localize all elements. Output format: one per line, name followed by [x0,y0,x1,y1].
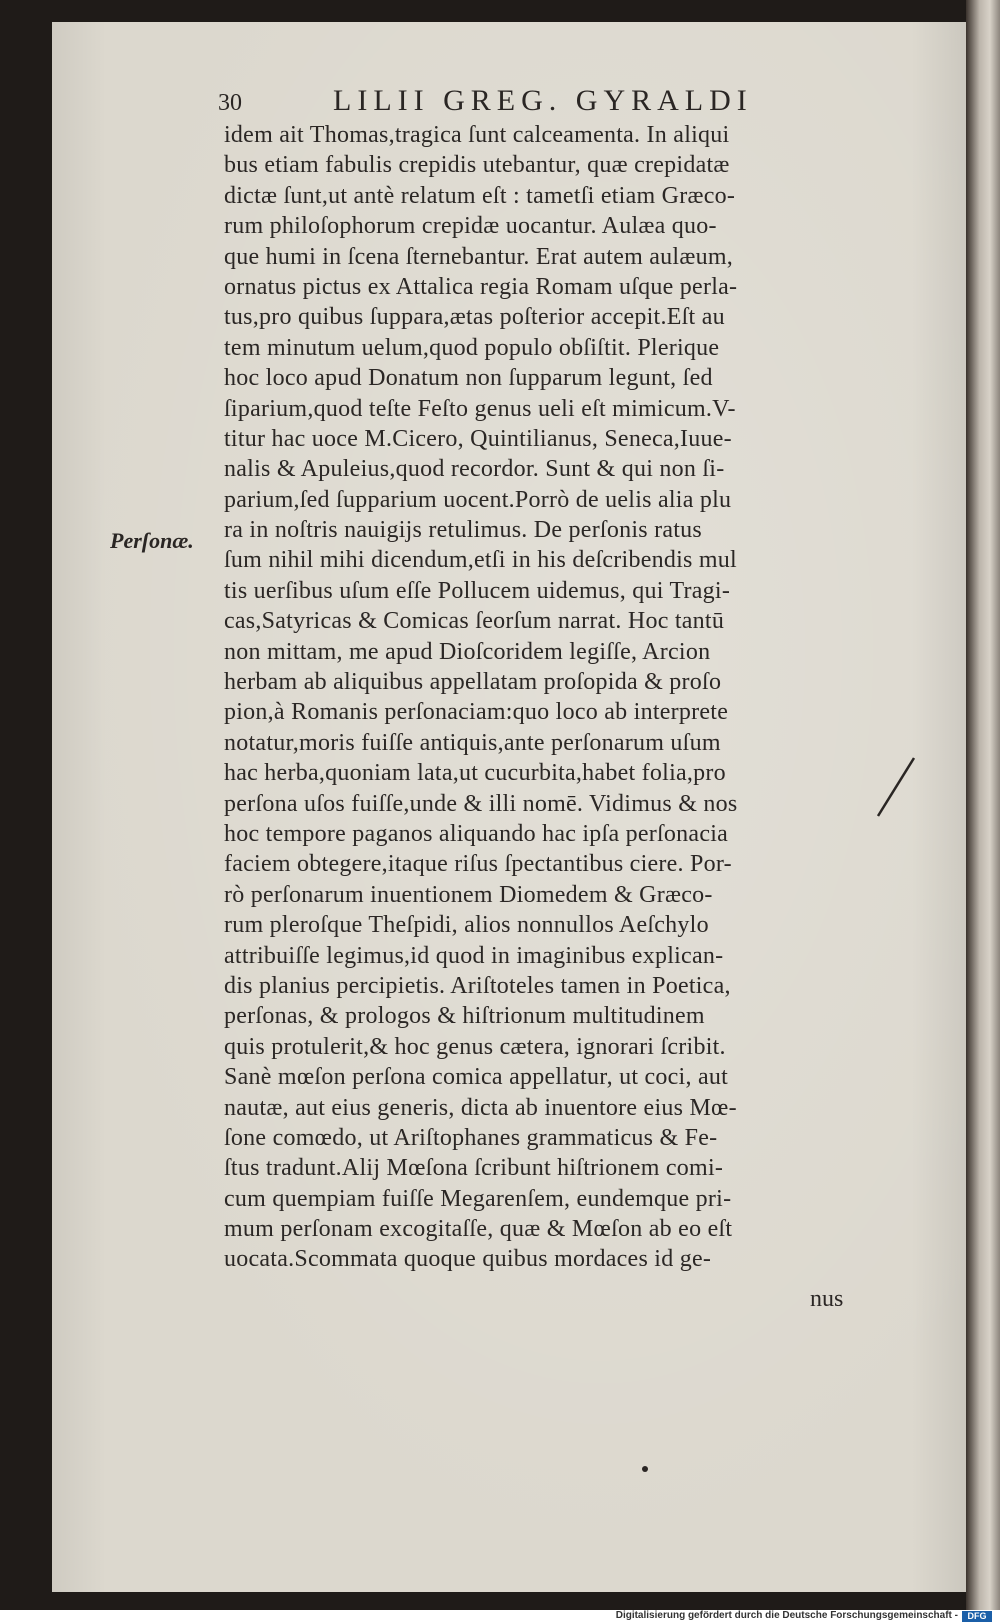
dfg-logo: DFG [962,1611,992,1622]
text-line: bus etiam fabulis crepidis utebantur, quæ crepidatæ [224,152,730,179]
text-line: rò perſonarum inuentionem Diomedem & Græco- [224,881,713,908]
text-line: tus,pro quibus ſuppara,ætas poſterior accepit.Eſt au [224,304,725,331]
text-line: non mittam, me apud Dioſcoridem legiſſe, Arcion [224,638,711,665]
text-line: tis uerſibus uſum eſſe Pollucem uidemus, qui Tragi- [224,577,731,604]
text-line: ra in noſtris nauigijs retulimus. De perſonis ratus [224,517,703,544]
text-line: faciem obtegere,itaque riſus ſpectantibus ciere. Por- [224,851,732,878]
text-line: tem minutum uelum,quod populo obſiſtit. Plerique [224,334,720,361]
funding-notice: Digitalisierung gefördert durch die Deutsche Forschungsgemeinschaft - [615,1610,958,1621]
text-line: attribuiſſe legimus,id quod in imaginibus explican- [224,942,724,969]
margin-ink-stroke [874,756,918,818]
text-line: mum perſonam excogitaſſe, quæ & Mœſon ab eo eſt [224,1216,733,1243]
text-line: parium,ſed ſupparium uocent.Porrò de uelis alia plu [224,486,732,513]
text-line: cas,Satyricas & Comicas ſeorſum narrat. Hoc tantū [224,608,725,635]
text-line: ſone comœdo, ut Ariſtophanes grammaticus & Fe- [224,1124,718,1151]
text-line: uocata.Scommata quoque quibus mordaces id ge- [224,1246,712,1273]
text-line: nalis & Apuleius,quod recordor. Sunt & qui non ſi- [224,456,725,483]
text-line: perſona uſos fuiſſe,unde & illi nomē. Vidimus & nos [224,790,738,817]
catchword: nus [810,1286,844,1312]
running-header [218,84,818,120]
text-line: dictæ ſunt,ut antè relatum eſt : tametſi etiam Græco- [224,182,736,209]
text-line: ornatus pictus ex Attalica regia Romam uſque perla- [224,273,738,300]
text-line: titur hac uoce M.Cicero, Quintilianus, Seneca,Iuue- [224,425,732,452]
text-line: idem ait Thomas,tragica ſunt calceamenta. In aliqui [224,122,730,148]
text-line: Sanè mœſon perſona comica appellatur, ut coci, aut [224,1064,729,1091]
text-line: nautæ, aut eius generis, dicta ab inuentore eius Mœ- [224,1094,737,1121]
text-line: rum pleroſque Theſpidi, alios nonnullos Aeſchylo [224,912,709,939]
text-line: rum philoſophorum crepidæ uocantur. Aulæa quo- [224,213,717,240]
text-line: hac herba,quoniam lata,ut cucurbita,habet folia,pro [224,760,726,787]
text-line: hoc tempore paganos aliquando hac ipſa perſonacia [224,820,729,847]
text-line: quis protulerit,& hoc genus cætera, ignorari ſcribit. [224,1033,726,1060]
text-line: ſtus tradunt.Alij Mœſona ſcribunt hiſtrionem comi- [224,1155,724,1182]
running-title: LILII GREG. GYRALDI [333,84,753,117]
footer-bar [0,1610,1000,1623]
text-line: hoc loco apud Donatum non ſupparum legunt, ſed [224,365,713,392]
text-line: notatur,moris fuiſſe antiquis,ante perſonarum uſum [224,729,721,756]
text-line: ſiparium,quod teſte Feſto genus ueli eſt mimicum.V- [224,395,736,422]
text-line: cum quempiam fuiſſe Megarenſem, eundemque pri- [224,1185,732,1212]
text-line: perſonas, & prologos & hiſtrionum multitudinem [224,1003,705,1030]
text-line: dis planius percipietis. Ariſtoteles tamen in Poetica, [224,972,731,999]
text-line: ſum nihil mihi dicendum,etſi in his deſcribendis mul [224,547,737,574]
text-line: pion,à Romanis perſonaciam:quo loco ab interprete [224,699,729,726]
text-line: herbam ab aliquibus appellatam proſopida & proſo [224,669,722,696]
text-line: que humi in ſcena ſternebantur. Erat autem aulæum, [224,243,734,270]
page-edge [966,0,1000,1610]
ink-spot [642,1466,648,1472]
page-number: 30 [218,90,242,116]
body-text [224,120,874,1275]
margin-note: Perſonæ. [110,528,194,553]
